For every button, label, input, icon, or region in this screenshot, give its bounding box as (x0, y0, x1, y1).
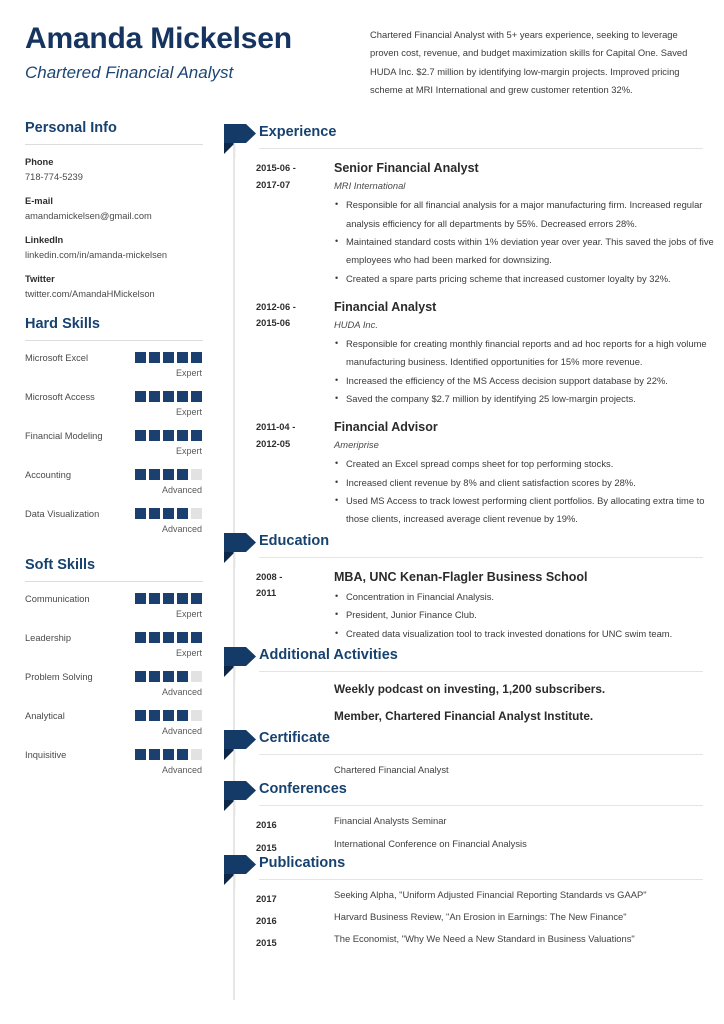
rating-square-filled (135, 352, 146, 363)
hard-skill-row (25, 508, 202, 543)
additional-activity-entry (222, 672, 724, 699)
personal-info-label: Twitter (25, 273, 55, 284)
bullet-list (334, 455, 718, 528)
rating-square-filled (163, 749, 174, 760)
hard-skill-rating (135, 430, 202, 441)
main-section-publications (222, 851, 724, 947)
rating-square-filled (177, 593, 188, 604)
personal-info-item (25, 156, 202, 185)
sidebar-heading-hard-skills: Hard Skills (25, 315, 100, 332)
personal-info-item (25, 273, 202, 302)
rating-square-filled (163, 710, 174, 721)
sidebar (0, 120, 222, 788)
rating-square-filled (191, 352, 202, 363)
rating-square-empty (191, 508, 202, 519)
entry-year: 2015 (256, 842, 277, 853)
divider (25, 581, 203, 582)
hard-skill-rating (135, 469, 202, 480)
section-heading-publications: Publications (259, 854, 346, 871)
bullet-item: • Increased the efficiency of the MS Access decision support database by 22%. (334, 372, 718, 390)
personal-info-label: Phone (25, 157, 54, 168)
main-section-additional-activities (222, 643, 724, 726)
conferences-text: International Conference on Financial Analysis (334, 837, 527, 849)
entry-year: 2016 (256, 915, 277, 926)
publications-text: Seeking Alpha, "Uniform Adjusted Financial Reporting Standards vs GAAP" (334, 888, 647, 900)
hard-skill-row (25, 391, 202, 426)
rating-square-filled (135, 671, 146, 682)
personal-info-label: LinkedIn (25, 235, 64, 246)
soft-skill-name: Inquisitive (25, 750, 67, 761)
rating-square-empty (191, 469, 202, 480)
section-header-education (222, 529, 724, 558)
bullet-item: • Created data visualization tool to track invested donations for UNC swim team. (334, 625, 718, 643)
section-header-additional-activities (222, 643, 724, 672)
personal-info-value: 718-774-5239 (25, 172, 83, 183)
hard-skill-level: Advanced (161, 524, 202, 535)
entry-organization: HUDA Inc. (334, 318, 378, 330)
main-section-education (222, 529, 724, 643)
rating-square-filled (149, 391, 160, 402)
sidebar-heading-soft-skills: Soft Skills (25, 557, 96, 574)
soft-skill-row (25, 671, 202, 706)
rating-square-filled (163, 671, 174, 682)
entry-organization: Ameriprise (334, 439, 379, 451)
rating-square-filled (163, 430, 174, 441)
rating-square-filled (191, 632, 202, 643)
rating-square-filled (149, 593, 160, 604)
entry-title: Senior Financial Analyst (334, 161, 479, 176)
soft-skill-rating (135, 671, 202, 682)
rating-square-filled (177, 352, 188, 363)
rating-square-filled (163, 469, 174, 480)
rating-square-filled (191, 430, 202, 441)
section-heading-experience: Experience (259, 124, 337, 140)
publications-text: Harvard Business Review, "An Erosion in Earnings: The New Finance" (334, 910, 627, 922)
rating-square-filled (177, 710, 188, 721)
rating-square-filled (177, 391, 188, 402)
entry-organization: MRI International (334, 180, 406, 192)
rating-square-filled (149, 632, 160, 643)
soft-skill-row (25, 749, 202, 784)
soft-skill-level: Advanced (161, 687, 202, 698)
personal-info-item (25, 195, 202, 224)
soft-skill-name: Analytical (25, 711, 65, 722)
bullet-item: • Created an Excel spread comps sheet for top performing stocks. (334, 455, 718, 473)
rating-square-filled (149, 508, 160, 519)
entry-year: 2015 (256, 938, 277, 949)
entry-date: 2008 - 2011 (256, 572, 283, 599)
bullet-item: • Used MS Access to track lowest performing client portfolios. By allocating extra time to those clients, increased average client revenue by 19%. (334, 492, 718, 529)
hard-skill-row (25, 430, 202, 465)
publications-entry (222, 880, 724, 902)
hard-skill-name: Microsoft Excel (25, 353, 89, 364)
resume-header (0, 0, 724, 120)
additional-activity-text: Weekly podcast on investing, 1,200 subscribers. (334, 682, 606, 697)
hard-skill-row (25, 352, 202, 387)
bullet-item: • Increased client revenue by 8% and client satisfaction scores by 28%. (334, 474, 718, 492)
rating-square-empty (191, 671, 202, 682)
soft-skill-row (25, 632, 202, 667)
entry-body (259, 160, 724, 288)
entry-title: Financial Analyst (334, 300, 437, 315)
hard-skill-rating (135, 391, 202, 402)
main-section-experience (222, 120, 724, 529)
entry-date: 2015-06 - 2017-07 (256, 163, 296, 190)
rating-square-filled (135, 749, 146, 760)
hard-skill-level: Expert (175, 446, 202, 457)
rating-square-filled (177, 671, 188, 682)
conferences-entry (222, 806, 724, 831)
rating-square-filled (163, 593, 174, 604)
bullet-list (334, 196, 718, 288)
divider (25, 340, 203, 341)
sidebar-section-soft-skills (0, 557, 222, 784)
experience-entry (222, 408, 724, 528)
sidebar-section-hard-skills (0, 316, 222, 543)
entry-body (259, 419, 724, 528)
sidebar-heading-personal-info: Personal Info (25, 120, 117, 136)
soft-skill-rating (135, 749, 202, 760)
additional-activity-entry (222, 699, 724, 726)
section-header-publications (222, 851, 724, 880)
bullet-item: • Maintained standard costs within 1% deviation year over year. This saved the jobs of five employees who had been marked for downsizing. (334, 233, 718, 270)
certificate-entry (222, 755, 724, 777)
rating-square-filled (163, 508, 174, 519)
soft-skill-rating (135, 710, 202, 721)
rating-square-filled (135, 632, 146, 643)
rating-square-filled (135, 710, 146, 721)
rating-square-empty (191, 710, 202, 721)
hard-skills-list (25, 352, 202, 543)
bullet-item: • Responsible for all financial analysis for a major manufacturing firm. Increased regular analysis efficiency for all departments by 55%. Decreased errors 28%. (334, 196, 718, 233)
main-section-conferences (222, 777, 724, 853)
bullet-item: • Responsible for creating monthly financial reports and ad hoc reports for a high volume manufacturing business. Identified opportunities for 15% more revenue. (334, 335, 718, 372)
publications-entry (222, 902, 724, 924)
personal-info-value: linkedin.com/in/amanda-mickelsen (25, 249, 168, 260)
soft-skill-rating (135, 632, 202, 643)
soft-skill-level: Expert (175, 609, 202, 620)
rating-square-filled (163, 632, 174, 643)
section-header-certificate (222, 726, 724, 755)
hard-skill-name: Financial Modeling (25, 431, 103, 442)
bullet-item: • Created a spare parts pricing scheme that increased customer loyalty by 32%. (334, 270, 718, 288)
soft-skill-rating (135, 593, 202, 604)
hard-skill-rating (135, 508, 202, 519)
rating-square-filled (135, 508, 146, 519)
rating-square-filled (191, 593, 202, 604)
rating-square-filled (177, 469, 188, 480)
conferences-text: Financial Analysts Seminar (334, 815, 447, 827)
rating-square-filled (149, 430, 160, 441)
certificate-text: Chartered Financial Analyst (334, 764, 449, 776)
rating-square-filled (177, 508, 188, 519)
section-heading-additional-activities: Additional Activities (259, 646, 398, 663)
personal-info-item (25, 234, 202, 263)
rating-square-filled (135, 469, 146, 480)
hard-skill-rating (135, 352, 202, 363)
entry-date: 2011-04 - 2012-05 (256, 422, 296, 449)
hard-skill-level: Advanced (161, 485, 202, 496)
entry-body (259, 569, 724, 643)
soft-skills-list (25, 593, 202, 784)
soft-skill-row (25, 593, 202, 628)
personal-info-list (25, 156, 202, 301)
rating-square-filled (149, 352, 160, 363)
main-section-certificate (222, 726, 724, 777)
bullet-list (334, 588, 718, 643)
publications-entry (222, 924, 724, 949)
bullet-item: • Concentration in Financial Analysis. (334, 588, 718, 606)
entry-title: Financial Advisor (334, 420, 438, 435)
header-job-title: Chartered Financial Analyst (25, 63, 234, 82)
rating-square-filled (177, 749, 188, 760)
bullet-item: • President, Junior Finance Club. (334, 606, 718, 624)
entry-body (259, 299, 724, 408)
hard-skill-level: Expert (175, 407, 202, 418)
personal-info-value: twitter.com/AmandaHMickelson (25, 288, 155, 299)
main-column (222, 120, 724, 949)
experience-entry (222, 149, 724, 288)
conferences-entry (222, 829, 724, 851)
section-heading-certificate: Certificate (259, 729, 330, 746)
publications-text: The Economist, "Why We Need a New Standard in Business Valuations" (334, 933, 635, 945)
main-sections (222, 120, 724, 949)
section-header-experience (222, 120, 724, 149)
personal-info-label: E-mail (25, 196, 53, 207)
entry-year: 2016 (256, 820, 277, 831)
hard-skill-name: Data Visualization (25, 509, 100, 520)
section-heading-education: Education (259, 532, 330, 549)
rating-square-filled (163, 391, 174, 402)
rating-square-filled (149, 749, 160, 760)
soft-skill-name: Problem Solving (25, 672, 93, 683)
rating-square-filled (191, 391, 202, 402)
experience-entry (222, 288, 724, 408)
hard-skill-name: Microsoft Access (25, 392, 95, 403)
rating-square-filled (163, 352, 174, 363)
sidebar-section-personal-info (0, 120, 222, 302)
rating-square-filled (135, 430, 146, 441)
soft-skill-level: Advanced (161, 765, 202, 776)
rating-square-filled (177, 632, 188, 643)
header-summary: Chartered Financial Analyst with 5+ years experience, seeking to leverage proven cost, revenue, and budget maximization skills for Capital One. Saved HUDA Inc. $2.7 million by identifying low-margin projects. Improved pricing scheme at MRI International and grew customer retention 32%. (370, 29, 688, 95)
bullet-list (334, 335, 718, 408)
soft-skill-level: Advanced (161, 726, 202, 737)
hard-skill-level: Expert (175, 368, 202, 379)
section-heading-conferences: Conferences (259, 781, 347, 798)
rating-square-filled (135, 391, 146, 402)
rating-square-filled (177, 430, 188, 441)
rating-square-filled (135, 593, 146, 604)
entry-year: 2017 (256, 893, 277, 904)
bullet-item: • Saved the company $2.7 million by identifying 25 low-margin projects. (334, 390, 718, 408)
soft-skill-level: Expert (175, 648, 202, 659)
hard-skill-row (25, 469, 202, 504)
entry-date: 2012-06 - 2015-06 (256, 302, 296, 329)
entry-title: MBA, UNC Kenan-Flagler Business School (334, 570, 588, 584)
soft-skill-name: Leadership (25, 633, 72, 644)
rating-square-filled (149, 469, 160, 480)
additional-activity-text: Member, Chartered Financial Analyst Institute. (334, 708, 594, 723)
personal-info-value: amandamickelsen@gmail.com (25, 211, 152, 222)
rating-square-empty (191, 749, 202, 760)
rating-square-filled (149, 710, 160, 721)
rating-square-filled (149, 671, 160, 682)
hard-skill-name: Accounting (25, 470, 71, 481)
divider (25, 144, 203, 145)
education-entry (222, 558, 724, 643)
section-header-conferences (222, 777, 724, 806)
soft-skill-row (25, 710, 202, 745)
soft-skill-name: Communication (25, 594, 90, 605)
page-title: Amanda Mickelsen (25, 22, 292, 55)
